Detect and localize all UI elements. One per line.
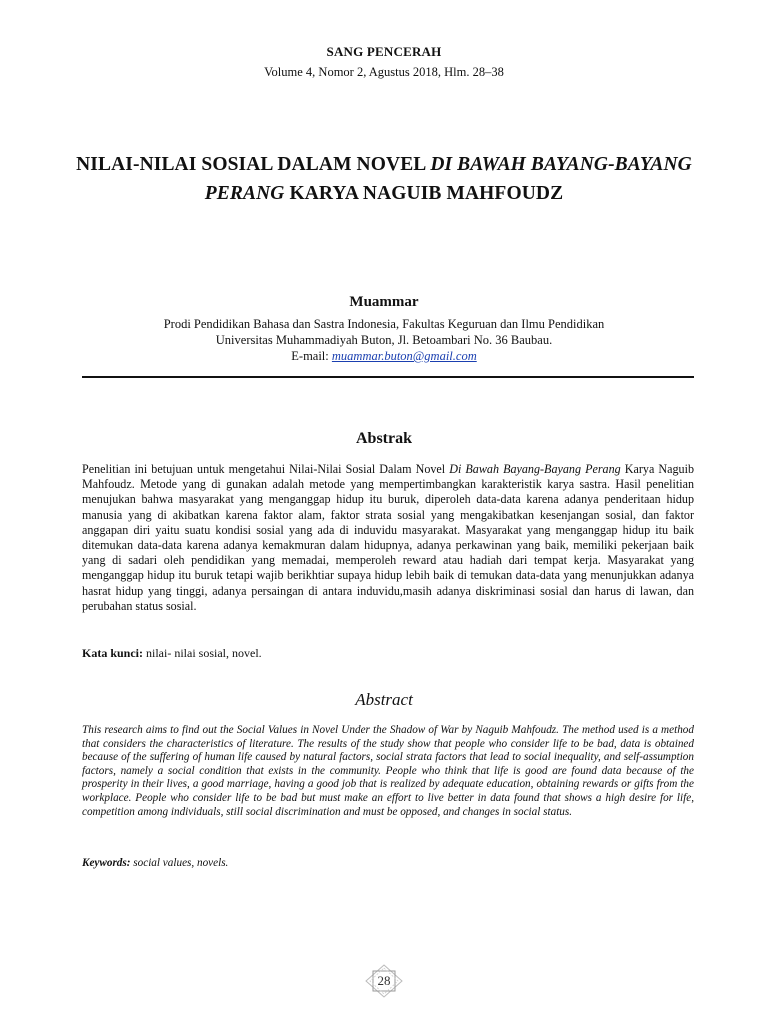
header-divider: [82, 376, 694, 378]
title-italic: DI BAWAH BAYANG-BAYANG PERANG: [204, 154, 692, 204]
kata-kunci: [82, 646, 694, 661]
email-link[interactable]: muammar.buton@gmail.com: [331, 349, 477, 363]
abstract-heading: Abstract: [355, 690, 413, 709]
email-line: [40, 348, 728, 364]
abstrak-novel-title: Di Bawah Bayang-Bayang Perang: [449, 462, 621, 476]
journal-name: SANG PENCERAH: [326, 44, 442, 59]
keywords-label: Keywords:: [82, 857, 131, 869]
kata-kunci-label: Kata kunci:: [82, 646, 144, 660]
abstrak-heading: Abstrak: [355, 430, 412, 447]
abstrak-text-rest: Karya Naguib Mahfoudz. Metode yang di gunakan adalah metode yang mempertimbangkan karakteristik karya sastra. Hasil penelitian menujukan bahwa masyarakat yang menganggap hidup itu buruk, diperoleh data-data karena adanya penderitaan hidup manusia yang di akibatkan karena faktor alam, faktor strata sosial yang mengakibatkan kesenjangan sosial, dan faktor anggapan diri yaitu suatu kondisi sosial yang ada di induvidu masyarakat. Masyarakat yang menganggap hidup itu baik ditemukan data-data karena adanya kemakmuran dalam hidupnya, adanya perkawinan yang baik, memiliki pekerjaan baik yang di sadari oleh pendidikan yang memadai, memperoleh reward atau hadiah dari tempat kerja. Masyarakat yang menganggap hidup itu buruk tetapi wajib berikhtiar supaya hidup lebih baik di temukan data-data yang menunjukkan adanya hasrat hidup yang tinggi, adanya persaingan di antara induvidu,masih adanya diskriminasi sosial dan harus di lawan, dan perubahan status sosial.: [82, 462, 694, 613]
page-number-badge: [365, 964, 403, 998]
email-label: E-mail:: [291, 349, 332, 363]
title-part1: NILAI-NILAI SOSIAL DALAM NOVEL: [76, 154, 431, 175]
kata-kunci-value: nilai- nilai sosial, novel.: [143, 646, 262, 660]
journal-volume: Volume 4, Nomor 2, Agustus 2018, Hlm. 28–38: [264, 65, 504, 79]
title-part2: KARYA NAGUIB MAHFOUDZ: [284, 183, 564, 204]
abstrak-text-start: Penelitian ini betujuan untuk mengetahui Nilai-Nilai Sosial Dalam Novel: [82, 462, 450, 476]
page-number: 28: [377, 973, 391, 988]
keywords-value: social values, novels.: [130, 857, 229, 869]
author-name: Muammar: [349, 294, 419, 310]
affiliation-line-1: Prodi Pendidikan Bahasa dan Sastra Indonesia, Fakultas Keguruan dan Ilmu Pendidikan: [163, 317, 605, 331]
journal-header: [0, 44, 768, 80]
abstrak-body: [82, 462, 694, 614]
affiliation-line-2: Universitas Muhammadiyah Buton, Jl. Betoambari No. 36 Baubau.: [215, 333, 553, 347]
paper-title: [70, 150, 698, 208]
abstract-body: This research aims to find out the Social Values in Novel Under the Shadow of War by Naguib Mahfoudz. The method used is a method that considers the characteristics of literature. The results of the study show that people who consider life to be bad, data is obtained because of the suffering of human life caused by natural factors, social strata factors that lead to social inequality, and self-assumption factors, namely a social condition that exists in the community. People who think that life is good are found data because of the prosperity in their lives, a good marriage, having a good job that is realized by adequate education, obtaining rewards or gifts from the workplace. People who consider life to be bad but must make an effort to live better in data found that shows a high desire for life, competition among individuals, still social discrimination and must be opposed, and changes in social status.: [82, 724, 694, 818]
keywords: [82, 857, 694, 869]
author-block: [40, 294, 728, 364]
